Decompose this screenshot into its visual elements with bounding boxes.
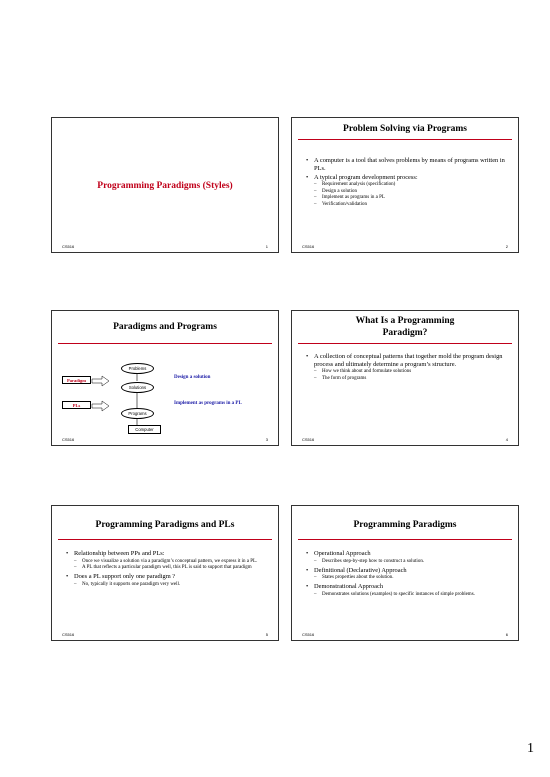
sub-list [74,559,266,572]
title-rule [298,539,512,540]
sub-list [74,582,266,588]
slide-5 [51,505,279,641]
bullet-list [306,550,506,600]
footer-page: 3 [265,437,268,442]
slide-footer [302,244,508,249]
sub-list [314,182,506,208]
bullet-item: • Definitional (Declarative) Approach – States properties about the solution. [306,567,506,582]
footer-page: 2 [505,244,508,249]
bullet-item: • Relationship between PPs and PLs: – Once we visualize a solution via a paradigm’s conceptual pattern, we express it in a PL. – A PL that reflects a particular paradigm well, this PL is said to support that paradigm [66,550,266,571]
sub-item: – The form of programs [314,376,506,382]
slide-title: Problem Solving via Programs [343,124,467,134]
computer-node: Computer [128,425,161,434]
bullet-item: • Operational Approach – Describes step-by-step how to construct a solution. [306,550,506,565]
sub-item: – No, typically it supports one paradigm very well. [74,582,266,588]
footer-page: 1 [265,244,268,249]
bullet-list [306,353,506,384]
sub-item: – Demonstrates solutions (examples) to specific instances of simple problems. [314,592,506,598]
solutions-node: Solutions [121,382,154,393]
document-page-number: 1 [527,741,534,756]
sub-item: – Verification/validation [314,202,506,208]
title-rule [298,139,512,140]
implement-label: Implement as programs in a PL [174,401,242,406]
slide-footer [62,437,268,442]
sub-item: – A PL that reflects a particular paradigm well, this PL is said to support that paradigm [74,565,266,571]
bullet-item: • A computer is a tool that solves problems by means of programs written in PLs. [306,157,506,172]
slide-title: Paradigms and Programs [113,322,217,332]
sub-item: – States properties about the solution. [314,575,506,581]
footer-course: CS516 [62,437,75,442]
bullet-list [306,157,506,209]
bullet-list [66,550,266,589]
bullet-item: • A collection of conceptual patterns that together mold the program design process and ultimately determine a program’s structure. – How we think about and formulate solutions – The form of programs [306,353,506,382]
sub-list [314,575,506,581]
title-rule [58,539,272,540]
footer-course: CS516 [62,632,75,637]
slide-3 [51,310,279,446]
title-line-1: What Is a Programming [355,316,455,326]
sub-item: – Requirement analysis (specification) [314,182,506,188]
slide-footer [62,244,268,249]
bullet-item: • Does a PL support only one paradigm ? – No, typically it supports one paradigm very well. [66,573,266,588]
footer-course: CS516 [302,632,315,637]
footer-course: CS516 [302,244,315,249]
sub-list [314,559,506,565]
footer-page: 6 [505,632,508,637]
bullet-item: • Demonstrational Approach – Demonstrates solutions (examples) to specific instances of simple problems. [306,583,506,598]
design-label: Design a solution [174,375,211,380]
slide-title: Programming Paradigms (Styles) [97,181,233,191]
footer-page: 5 [265,632,268,637]
slide-title [292,315,518,339]
slide-1 [51,117,279,253]
sub-item: – Describes step-by-step how to construct a solution. [314,559,506,565]
pls-box: PLs [62,401,91,409]
slide-6 [291,505,519,641]
slide-4 [291,310,519,446]
problems-node: Problems [121,363,154,374]
footer-course: CS516 [302,437,315,442]
sub-list [314,369,506,382]
slide-footer [62,632,268,637]
programs-node: Programs [121,408,154,419]
sub-list [314,592,506,598]
slide-title: Programming Paradigms [353,520,457,530]
paradigm-box: Paradigm [62,376,91,384]
title-line-2: Paradigm? [382,328,428,338]
sub-item: – Design a solution [314,189,506,195]
footer-course: CS516 [62,244,75,249]
sub-item: – Once we visualize a solution via a paradigm’s conceptual pattern, we express it in a PL. [74,559,266,565]
slide-title: Programming Paradigms and PLs [95,520,235,530]
footer-page: 4 [505,437,508,442]
sub-item: – Implement as programs in a PL [314,195,506,201]
slide-2 [291,117,519,253]
bullet-item: • A typical program development process: – Requirement analysis (specification) – Design a solution – Implement as programs in a PL – Verification/validation [306,174,506,208]
sub-item: – How we think about and formulate solutions [314,369,506,375]
slide-footer [302,437,508,442]
slide-footer [302,632,508,637]
title-rule [298,343,512,344]
